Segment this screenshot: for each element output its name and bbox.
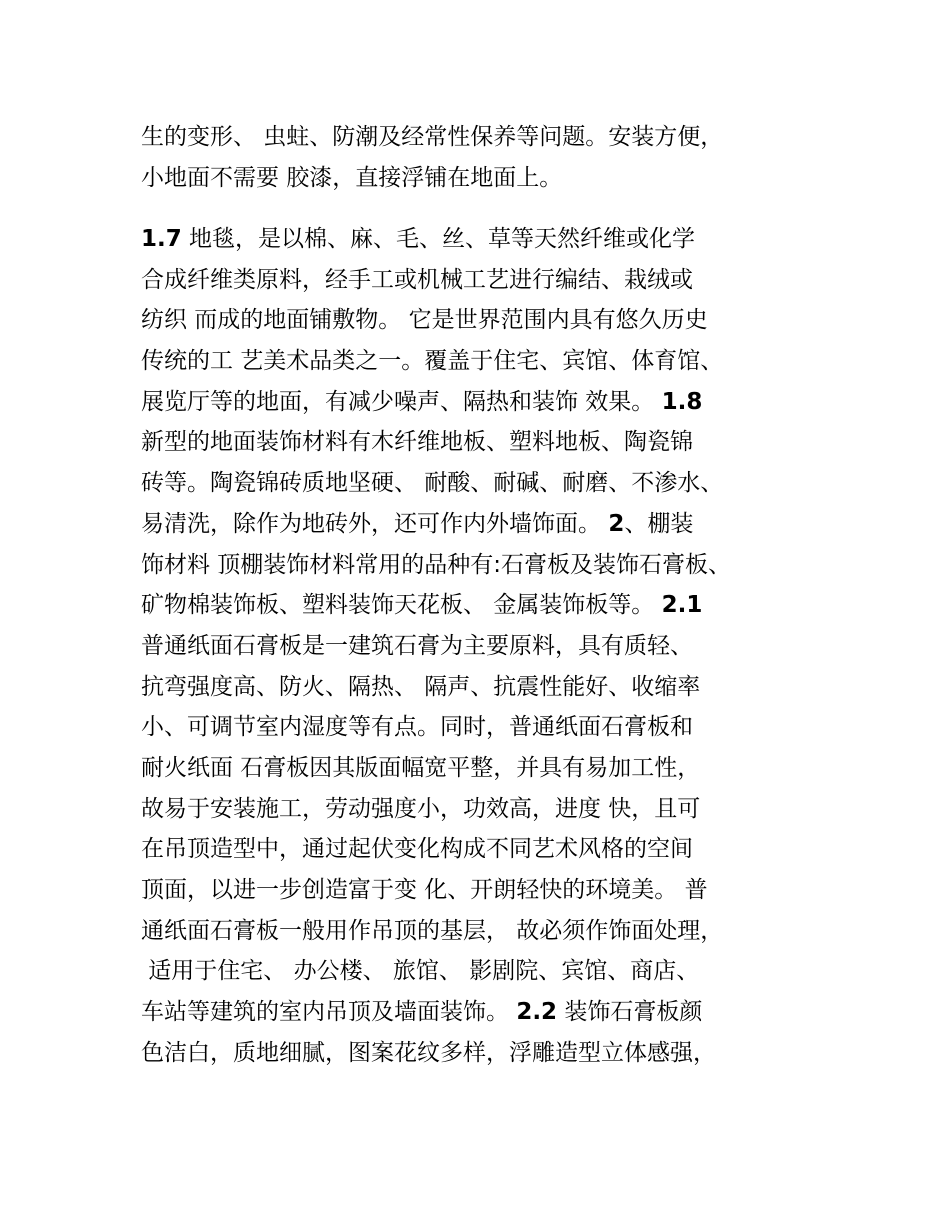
section-number: 2	[608, 510, 625, 537]
text-line: 普通纸面石膏板是一建筑石膏为主要原料，具有质轻、	[141, 632, 693, 659]
paragraph-materials	[141, 219, 841, 1073]
section-number: 2.1	[661, 592, 703, 619]
text-line: 故易于安装施工，劳动强度小，功效高，进度 快，且可	[141, 795, 701, 822]
text-line: 砖等。陶瓷锦砖质地坚硬、 耐酸、耐碱、耐磨、不渗水、	[141, 470, 724, 497]
line-text: 展览厅等的地面，有减少噪声、隔热和装饰 效果。	[141, 388, 662, 415]
text-line: 抗弯强度高、防火、隔热、 隔声、抗震性能好、收缩率	[141, 673, 701, 700]
text-line: 通纸面石膏板一般用作吊顶的基层， 故必须作饰面处理，	[141, 917, 724, 944]
line-text: 车站等建筑的室内吊顶及墙面装饰。	[141, 999, 517, 1026]
section-number: 1.7	[141, 226, 182, 252]
text-line: 在吊顶造型中，通过起伏变化构成不同艺术风格的空间	[141, 836, 693, 863]
text-line	[141, 585, 841, 626]
text-line: 传统的工 艺美术品类之一。覆盖于住宅、宾馆、体育馆、	[141, 348, 724, 375]
text-line: 新型的地面装饰材料有木纤维地板、塑料地板、陶瓷锦	[141, 429, 693, 456]
text-line: 小、可调节室内湿度等有点。同时，普通纸面石膏板和	[141, 714, 693, 741]
text-line: 顶面，以进一步创造富于变 化、开朗轻快的环境美。 普	[141, 877, 708, 903]
line-text: 矿物棉装饰板、塑料装饰天花板、 金属装饰板等。	[141, 592, 662, 619]
text-line: 生的变形、 虫蛀、防潮及经常性保养等问题。安装方便，	[141, 124, 724, 150]
paragraph-continuation	[141, 117, 841, 198]
text-line: 饰材料 顶棚装饰材料常用的品种有:石膏板及装饰石膏板、	[141, 551, 732, 578]
text-line: 色洁白，质地细腻，图案花纹多样，浮雕造型立体感强，	[141, 1039, 716, 1066]
line-text: 装饰石膏板颜	[557, 999, 703, 1026]
text-line: 耐火纸面 石膏板因其版面幅宽平整，并具有易加工性，	[141, 754, 701, 781]
line-text: 易清洗，除作为地砖外，还可作内外墙饰面。	[141, 510, 609, 537]
line-text: 地毯，是以棉、麻、毛、丝、草等天然纤维或化学	[181, 226, 696, 252]
text-line	[141, 382, 841, 423]
text-line: 纺织 而成的地面铺敷物。 它是世界范围内具有悠久历史	[141, 307, 708, 334]
text-line: 合成纤维类原料，经手工或机械工艺进行编结、栽绒或	[141, 266, 693, 293]
section-number: 1.8	[661, 388, 703, 415]
text-line	[141, 992, 841, 1033]
text-line: 小地面不需要 胶漆，直接浮铺在地面上。	[141, 164, 563, 191]
text-line: 适用于住宅、 办公楼、 旅馆、 影剧院、宾馆、商店、	[141, 958, 700, 985]
line-text: 、棚装	[624, 510, 694, 537]
section-number: 2.2	[516, 999, 558, 1026]
text-line	[141, 219, 841, 260]
text-line	[141, 504, 841, 545]
